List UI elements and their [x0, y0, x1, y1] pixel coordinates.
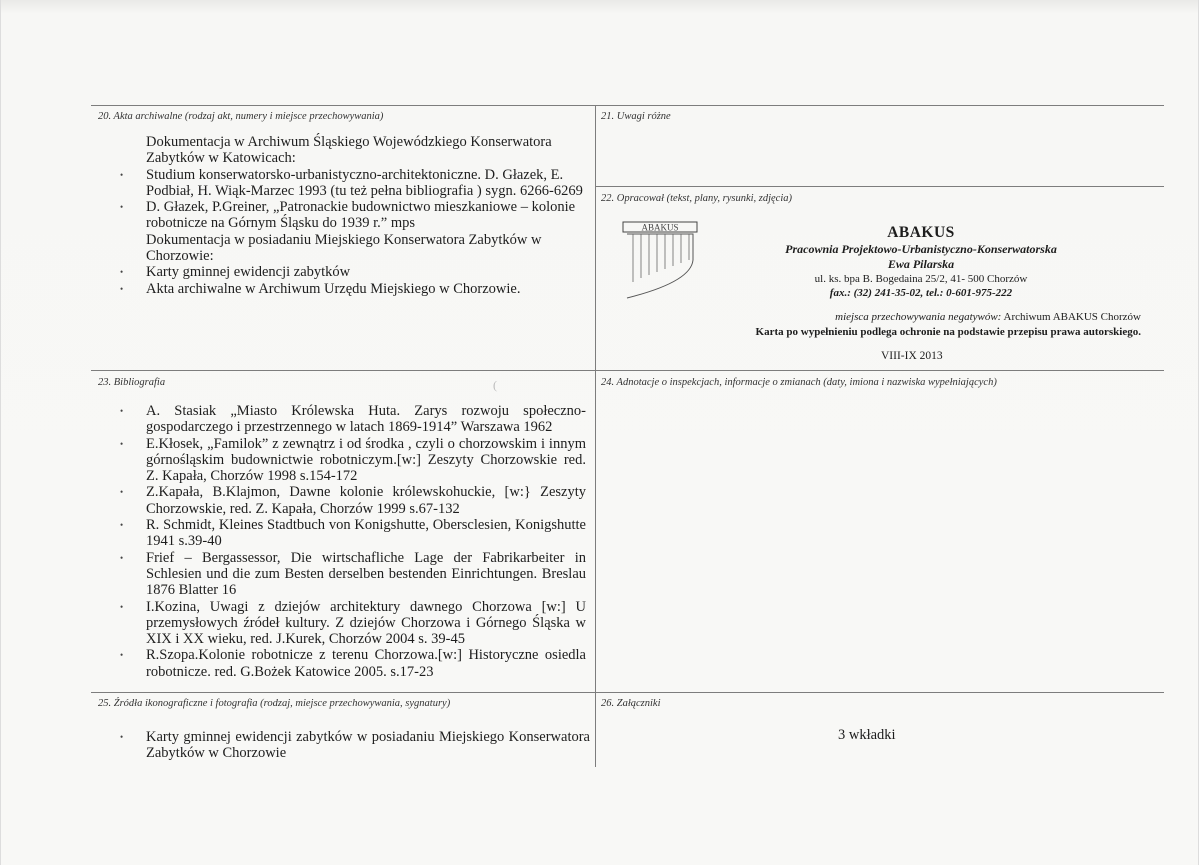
section-20-label: 20. Akta archiwalne (rodzaj akt, numery i miejsce przechowywania) — [98, 111, 384, 122]
list-item: • R. Schmidt, Kleines Stadtbuch von Konigshutte, Obersclesien, Konigshutte 1941 s.39-40 — [146, 517, 586, 550]
list-item: • I.Kozina, Uwagi z dziejów architektury dawnego Chorzowa [w:] U przemysłowych źródeł kultury. Z dziejów Chorzowa i Górnego Śląska w XIX i XX wieku, red. J.Kurek, Chorzów 2004 s. 39-45 — [146, 599, 586, 648]
list-item: • A. Stasiak „Miasto Królewska Huta. Zarys rozwoju społeczno-gospodarczego i przestrzennego w latach 1869-1914” Warszawa 1962 — [146, 403, 586, 436]
list-item: • Akta archiwalne w Archiwum Urzędu Miejskiego w Chorzowie. — [146, 281, 586, 297]
company-studio: Pracownia Projektowo-Urbanistyczno-Konserwatorska — [785, 242, 1057, 256]
attachments-value: 3 wkładki — [838, 727, 896, 743]
divider-middle — [91, 370, 1164, 371]
paper-mark: ( — [493, 378, 497, 392]
section-25-label: 25. Źródła ikonograficzne i fotografia (rodzaj, miejsce przechowywania, sygnatury) — [98, 698, 451, 709]
list-item: • E.Kłosek, „Familok” z zewnątrz i od środka , czyli o chorzowskim i innym górnośląskim budownictwie robotniczym.[w:] Zeszyty Chorzowskie red. Z. Kapała, Chorzów 1998 s.154-172 — [146, 436, 586, 485]
list-item: • R.Szopa.Kolonie robotnicze z terenu Chorzowa.[w:] Historyczne osiedla robotnicze. red. G.Bożek Katowice 2005. s.17-23 — [146, 647, 586, 680]
bibliography-list — [146, 403, 586, 680]
list-item: • Z.Kapała, B.Klajmon, Dawne kolonie królewskohuckie, [w:} Zeszyty Chorzowskie, red. Z. Kapała, Chorzów 1999 s.67-132 — [146, 484, 586, 517]
negatives-label: miejsca przechowywania negatywów: — [835, 311, 1002, 323]
list-item: • Frief – Bergassessor, Die wirtschafliche Lage der Fabrikarbeiter in Schlesien und die zum Besten derselben bestenden Einrichtungen. Breslau 1876 Blatter 16 — [146, 550, 586, 599]
company-contact: fax.: (32) 241-35-02, tel.: 0-601-975-222 — [829, 287, 1013, 299]
company-name: ABAKUS — [887, 224, 955, 241]
section-23-label: 23. Bibliografia — [98, 377, 166, 388]
section-21-label: 21. Uwagi różne — [601, 111, 671, 122]
section-20-list — [146, 167, 586, 232]
section-20-intro2: Dokumentacja w posiadaniu Miejskiego Konserwatora Zabytków w Chorzowie: — [146, 231, 542, 265]
abakus-company-block — [701, 224, 1141, 300]
abakus-logo-text: ABAKUS — [641, 222, 679, 233]
negatives-value: Archiwum ABAKUS Chorzów — [1003, 311, 1141, 323]
iconography-list — [146, 729, 590, 762]
company-address: ul. ks. bpa B. Bogedaina 25/2, 41- 500 Chorzów — [814, 273, 1028, 285]
list-item: • Studium konserwatorsko-urbanistyczno-architektoniczne. D. Głazek, E. Podbiał, H. Wiąk-Marzec 1993 (tu też pełna bibliografia ) sygn. 6266-6269 — [146, 167, 586, 200]
section-20-content — [146, 134, 586, 297]
section-20-intro: Dokumentacja w Archiwum Śląskiego Wojewódzkiego Konserwatora Zabytków w Katowicach: — [146, 134, 552, 167]
document-date: VIII-IX 2013 — [881, 350, 943, 362]
divider-vertical — [595, 105, 596, 767]
section-20-list2 — [146, 264, 586, 297]
list-item: • Karty gminnej ewidencji zabytków — [146, 264, 586, 280]
divider-lower — [91, 692, 1164, 693]
copyright-notice: Karta po wypełnieniu podlega ochronie na podstawie przepisu prawa autorskiego. — [755, 326, 1141, 338]
section-23-content — [146, 403, 586, 680]
section-26-label: 26. Załączniki — [601, 698, 661, 709]
company-owner: Ewa Pilarska — [887, 257, 955, 271]
divider-top — [91, 105, 1164, 106]
abakus-logo — [621, 220, 701, 300]
section-25-content — [146, 729, 590, 762]
divider-22-top — [595, 186, 1164, 187]
list-item: • D. Głazek, P.Greiner, „Patronackie budownictwo mieszkaniowe – kolonie robotnicze na Górnym Śląsku do 1939 r.” mps — [146, 199, 586, 232]
negatives-storage — [621, 310, 1141, 324]
list-item: • Karty gminnej ewidencji zabytków w posiadaniu Miejskiego Konserwatora Zabytków w Chorzowie — [146, 729, 590, 762]
section-22-label: 22. Opracował (tekst, plany, rysunki, zdjęcia) — [601, 193, 793, 204]
section-24-label: 24. Adnotacje o inspekcjach, informacje o zmianach (daty, imiona i nazwiska wypełniających) — [601, 377, 997, 388]
